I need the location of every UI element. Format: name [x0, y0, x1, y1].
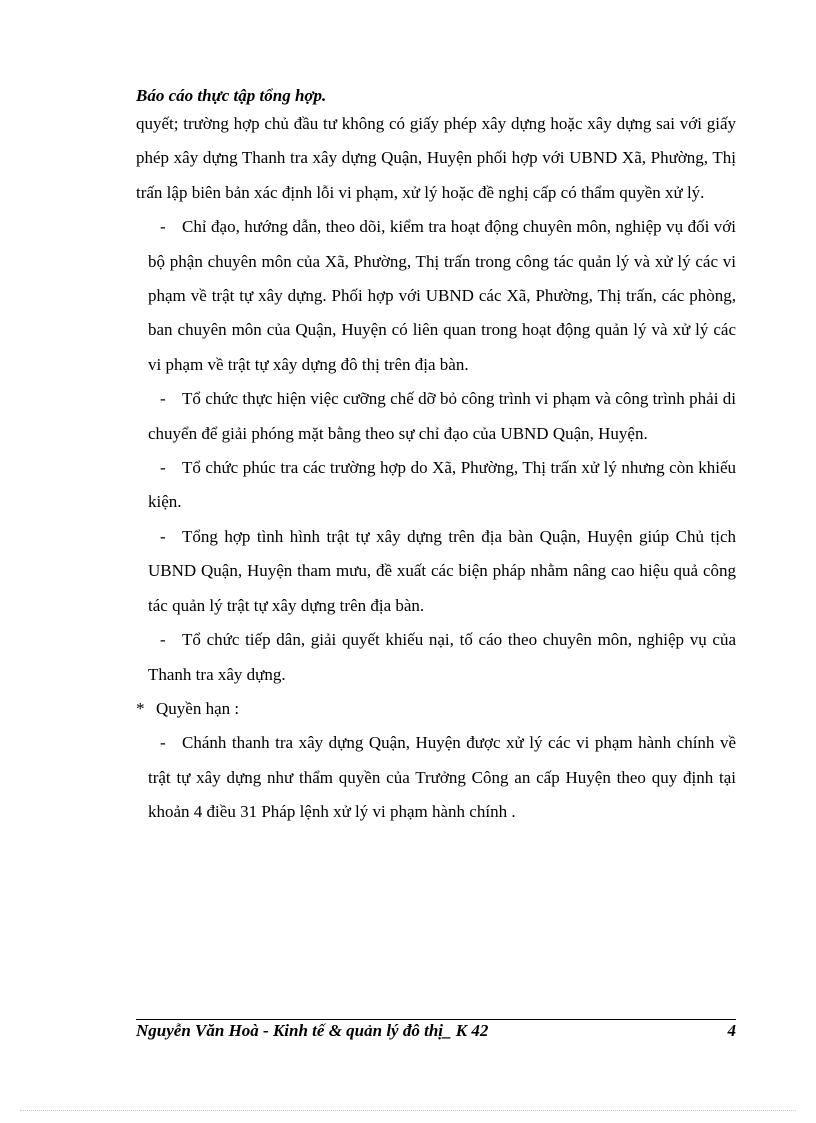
list-item: [136, 210, 736, 382]
list-item: [136, 520, 736, 623]
section-heading: [136, 692, 736, 726]
document-header-title: Báo cáo thực tập tổng hợp.: [136, 86, 327, 105]
page-number: 4: [727, 1021, 736, 1040]
list-dash: -: [160, 389, 166, 409]
footer-author: Nguyễn Văn Hoà - Kinh tế & quản lý đô thị_ K 42: [136, 1021, 489, 1040]
footer-divider: [136, 1019, 736, 1020]
list-dash: -: [160, 630, 166, 650]
list-item: [136, 382, 736, 451]
list-dash: -: [160, 526, 166, 546]
list-item: [136, 726, 736, 829]
document-body: [136, 107, 736, 830]
list-dash: -: [160, 458, 166, 478]
page-edge-divider: [20, 1110, 796, 1111]
page-footer: [136, 1021, 736, 1041]
asterisk-marker: *: [136, 698, 145, 718]
list-dash: -: [160, 217, 166, 237]
paragraph-continued: quyết; trường hợp chủ đầu tư không có giấy phép xây dựng hoặc xây dựng sai với giấy phép xây dựng Thanh tra xây dựng Quận, Huyện phối hợp với UBND Xã, Phường, Thị trấn lập biên bản xác định lỗi vi phạm, xử lý hoặc đề nghị cấp có thẩm quyền xử lý.: [136, 114, 736, 202]
list-item-text: Tổ chức tiếp dân, giải quyết khiếu nại, tố cáo theo chuyên môn, nghiệp vụ của Thanh tra xây dựng.: [148, 630, 736, 684]
list-item: [136, 623, 736, 692]
list-item-text: Chánh thanh tra xây dựng Quận, Huyện được xử lý các vi phạm hành chính về trật tự xây dựng như thẩm quyền của Trưởng Công an cấp Huyện theo quy định tại khoản 4 điều 31 Pháp lệnh xử lý vi phạm hành chính .: [148, 733, 736, 822]
list-item: [136, 451, 736, 520]
list-item-text: Chỉ đạo, hướng dẫn, theo dõi, kiểm tra hoạt động chuyên môn, nghiệp vụ đối với bộ phận chuyên môn của Xã, Phường, Thị trấn trong công tác quản lý và xử lý các vi phạm về trật tự xây dựng. Phối hợp với UBND các Xã, Phường, Thị trấn, các phòng, ban chuyên môn của Quận, Huyện có liên quan trong hoạt động quản lý và xử lý các vi phạm về trật tự xây dựng đô thị trên địa bàn.: [148, 217, 736, 374]
list-dash: -: [160, 733, 166, 753]
list-item-text: Tổ chức thực hiện việc cưỡng chế dỡ bỏ công trình vi phạm và công trình phải di chuyển để giải phóng mặt bằng theo sự chỉ đạo của UBND Quận, Huyện.: [148, 389, 736, 443]
list-item-text: Tổ chức phúc tra các trường hợp do Xã, Phường, Thị trấn xử lý nhưng còn khiếu kiện.: [148, 458, 736, 512]
list-item-text: Tổng hợp tình hình trật tự xây dựng trên địa bàn Quận, Huyện giúp Chủ tịch UBND Quận, Huyện tham mưu, đề xuất các biện pháp nhằm nâng cao hiệu quả công tác quản lý trật tự xây dựng trên địa bàn.: [148, 526, 736, 615]
section-heading-text: Quyền hạn :: [156, 698, 240, 718]
